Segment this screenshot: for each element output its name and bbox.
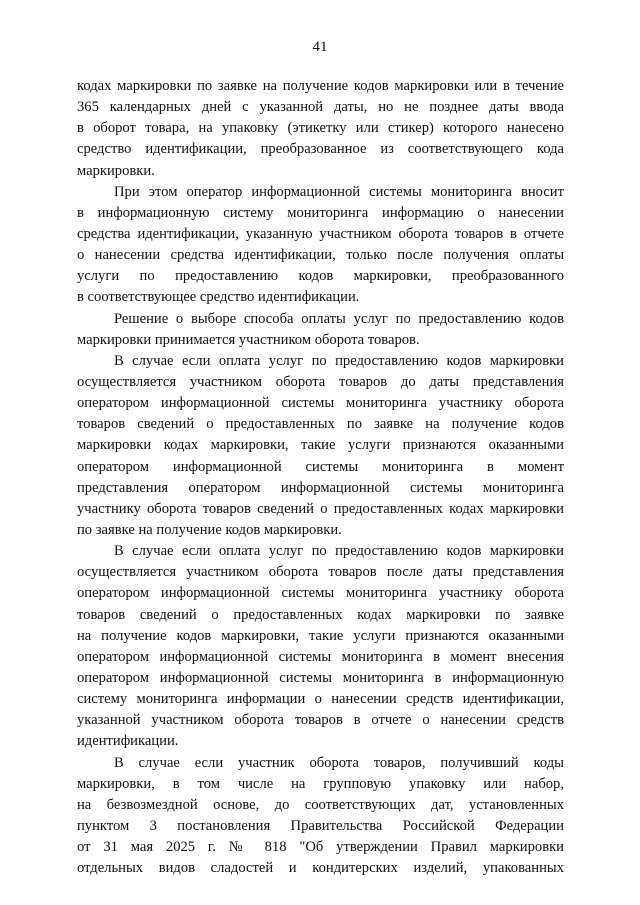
body-text bbox=[77, 76, 564, 879]
text-line: указанной участником оборота товаров в отчете о нанесении средств bbox=[77, 712, 564, 729]
text-line: маркировки кодах маркировки, такие услуги признаются оказанными bbox=[77, 437, 564, 454]
text-line: участнику оборота товаров сведений о предоставленных кодах маркировки bbox=[77, 500, 564, 517]
text-line: В случае если участник оборота товаров, получивший коды bbox=[114, 754, 564, 771]
text-line: оператором информационной системы мониторинга в момент внесения bbox=[77, 648, 564, 665]
text-line: средства идентификации, указанную участником оборота товаров в отчете bbox=[77, 225, 564, 242]
text-line: кодах маркировки по заявке на получение кодов маркировки или в течение bbox=[77, 78, 564, 94]
page-number: 41 bbox=[312, 39, 328, 55]
text-line: осуществляется участником оборота товаров до даты представления bbox=[77, 373, 564, 390]
text-line: в оборот товара, на упаковку (этикетку или стикер) которого нанесено bbox=[77, 120, 564, 137]
text-line: представления оператором информационной системы мониторинга bbox=[77, 479, 564, 496]
text-line: пунктом 3 постановления Правительства Российской Федерации bbox=[77, 817, 564, 834]
text-line: осуществляется участником оборота товаров после даты представления bbox=[77, 564, 564, 581]
text-line: оператором информационной системы мониторинга участнику оборота bbox=[77, 395, 564, 412]
text-line: услуги по предоставлению кодов маркировки, преобразованного bbox=[77, 268, 564, 285]
text-line: на безвозмездной основе, до соответствующих дат, установленных bbox=[77, 796, 564, 813]
text-line: в информационную систему мониторинга информацию о нанесении bbox=[77, 204, 564, 221]
text-line: оператором информационной системы мониторинга участнику оборота bbox=[77, 585, 564, 602]
text-line: товаров сведений о предоставленных по заявке на получение кодов bbox=[77, 416, 564, 433]
text-line: оператором информационной системы мониторинга в момент bbox=[77, 458, 564, 475]
text-line: от 31 мая 2025 г. № 818 "Об утверждении Правил маркировки bbox=[77, 839, 564, 856]
text-line: по заявке на получение кодов маркировки. bbox=[77, 521, 342, 538]
text-line: товаров сведений о предоставленных кодах маркировки по заявке bbox=[77, 606, 564, 623]
text-line: в соответствующее средство идентификации. bbox=[77, 289, 360, 306]
text-line: Решение о выборе способа оплаты услуг по предоставлению кодов bbox=[114, 310, 564, 327]
text-line: маркировки принимается участником оборота товаров. bbox=[77, 331, 420, 348]
text-line: систему мониторинга информации о нанесении средств идентификации, bbox=[77, 691, 564, 708]
text-line: идентификации. bbox=[77, 733, 179, 750]
text-line: средство идентификации, преобразованное из соответствующего кода bbox=[77, 141, 564, 158]
text-line: отдельных видов сладостей и кондитерских изделий, упакованных bbox=[77, 860, 564, 877]
text-line: маркировки. bbox=[77, 162, 155, 179]
text-line: о нанесении средства идентификации, только после получения оплаты bbox=[77, 247, 564, 264]
text-line: При этом оператор информационной системы мониторинга вносит bbox=[114, 183, 564, 200]
text-line: В случае если оплата услуг по предоставлению кодов маркировки bbox=[114, 352, 564, 369]
text-line: маркировки, в том числе на групповую упаковку или набор, bbox=[77, 775, 564, 792]
text-line: оператором информационной системы мониторинга в информационную bbox=[77, 669, 564, 686]
text-line: В случае если оплата услуг по предоставлению кодов маркировки bbox=[114, 543, 564, 560]
text-line: 365 календарных дней с указанной даты, но не позднее даты ввода bbox=[77, 99, 564, 116]
text-line: на получение кодов маркировки, такие услуги признаются оказанными bbox=[77, 627, 564, 644]
